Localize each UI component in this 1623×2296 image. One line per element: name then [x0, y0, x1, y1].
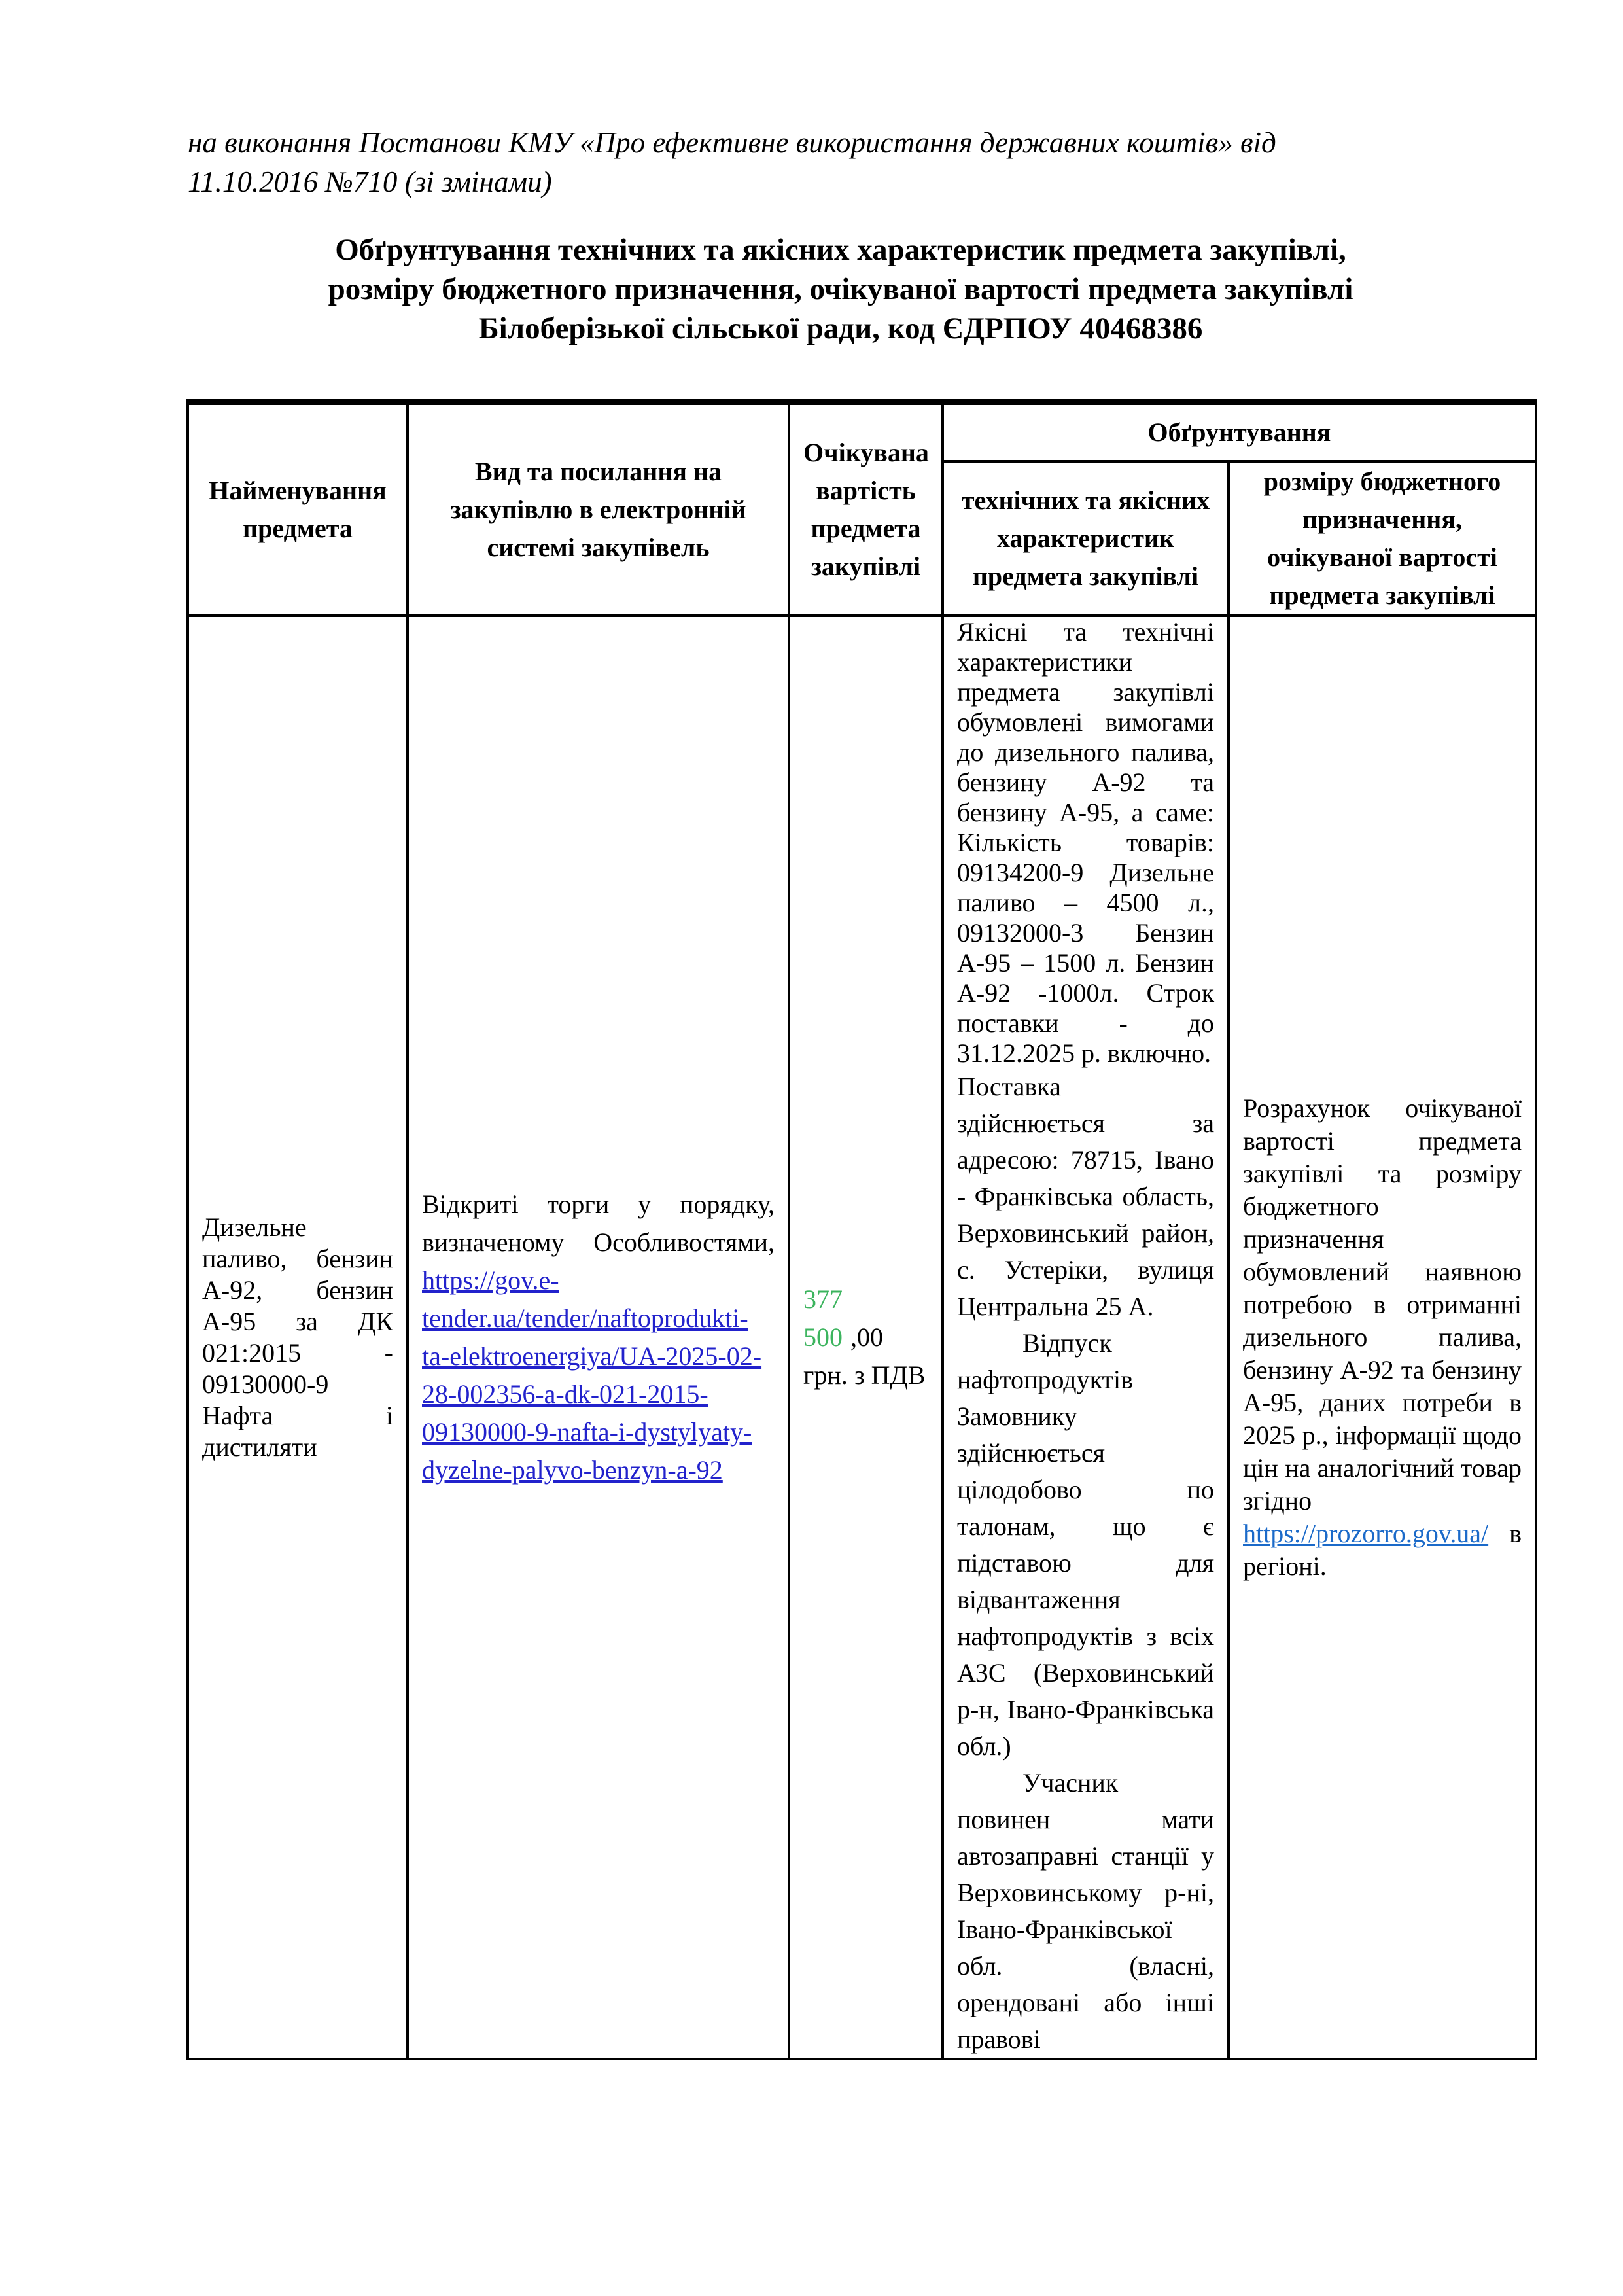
tech-paragraph-2: Поставка здійснюється за адресою: 78715, Івано - Франківська область, Верховинський район, с. Устеріки, вулиця Центральна 25 А.: [957, 1071, 1214, 1321]
cell-budget-justification: [1229, 616, 1536, 2059]
intro-text: [188, 123, 1503, 202]
intro-line-2: 11.10.2016 №710 (зі змінами): [188, 166, 552, 198]
intro-line-1: на виконання Постанови КМУ «Про ефективне використання державних коштів» від: [188, 126, 1276, 159]
header-budget-size: розміру бюджетного призначення, очікуваної вартості предмета закупівлі: [1229, 461, 1536, 616]
procedure-type-text: Відкриті торги у порядку, визначеному Особливостями,: [422, 1189, 775, 1257]
header-expected-value: Очікувана вартість предмета закупівлі: [789, 402, 943, 616]
tender-link[interactable]: https://gov.e-tender.ua/tender/naftoprodukti-ta-elektroenergiya/UA-2025-02-28-002356-a-dk-021-2015-09130000-9-nafta-i-dystylyaty-dyzelne-palyvo-benzyn-a-92: [422, 1265, 762, 1485]
header-tech-characteristics: технічних та якісних характеристик предмета закупівлі: [943, 461, 1229, 616]
header-justification-group: Обґрунтування: [943, 402, 1536, 461]
cell-procedure-type: [408, 616, 789, 2059]
value-unit: грн. з ПДВ: [803, 1360, 926, 1390]
tech-paragraph-1: Якісні та технічні характеристики предмета закупівлі обумовлені вимогами до дизельного палива, бензину А-92 та бензину А-95, а саме: Кількість товарів: 09134200-9 Дизельне паливо – 4500 л., 09132000-3 Бензин А-95 – 1500 л. Бензин А-92 -1000л. Строк поставки - до 31.12.2025 р. включно.: [957, 616, 1214, 1068]
page-title: [186, 230, 1495, 348]
cell-expected-value: [789, 616, 943, 2059]
header-procedure: Вид та посилання на закупівлю в електронній системі закупівель: [408, 402, 789, 616]
prozorro-link[interactable]: https://prozorro.gov.ua/: [1243, 1518, 1489, 1548]
budget-text-before: Розрахунок очікуваної вартості предмета закупівлі та розміру бюджетного призначення обумовлений наявною потребою в отриманні дизельного палива, бензину А-92 та бензину А-95, даних потреби в 2025 р., інформації щодо цін на аналогічний товар згідно: [1243, 1093, 1522, 1515]
title-line-1: Обґрунтування технічних та якісних характеристик предмета закупівлі,: [335, 233, 1346, 267]
table-row: [188, 616, 1536, 2059]
title-line-2: розміру бюджетного призначення, очікуваної вартості предмета закупівлі: [328, 272, 1353, 306]
header-item: Найменування предмета: [188, 402, 408, 616]
tech-paragraph-4: Учасник повинен мати автозаправні станції у Верховинському р-ні, Івано-Франківської обл. (власні, орендовані або інші правові: [957, 1767, 1214, 2054]
value-cents: ,00: [850, 1322, 883, 1352]
value-amount: 377 500: [803, 1284, 843, 1352]
cell-tech-justification: [943, 616, 1229, 2059]
budget-text-after: в регіоні.: [1243, 1518, 1522, 1581]
cell-item-name: Дизельне паливо, бензин А-92, бензин А-95 за ДК 021:2015 - 09130000-9 Нафта і дистиляти: [188, 616, 408, 2059]
title-line-3: Білоберізької сільської ради, код ЄДРПОУ 40468386: [478, 311, 1203, 345]
tech-paragraph-3: Відпуск нафтопродуктів Замовнику здійснюється цілодобово по талонам, що є підставою для відвантаження нафтопродуктів з всіх АЗС (Верховинський р-н, Івано-Франківська обл.): [957, 1328, 1214, 1761]
value-line-1: [803, 1280, 928, 1356]
procurement-table: [186, 399, 1537, 2060]
